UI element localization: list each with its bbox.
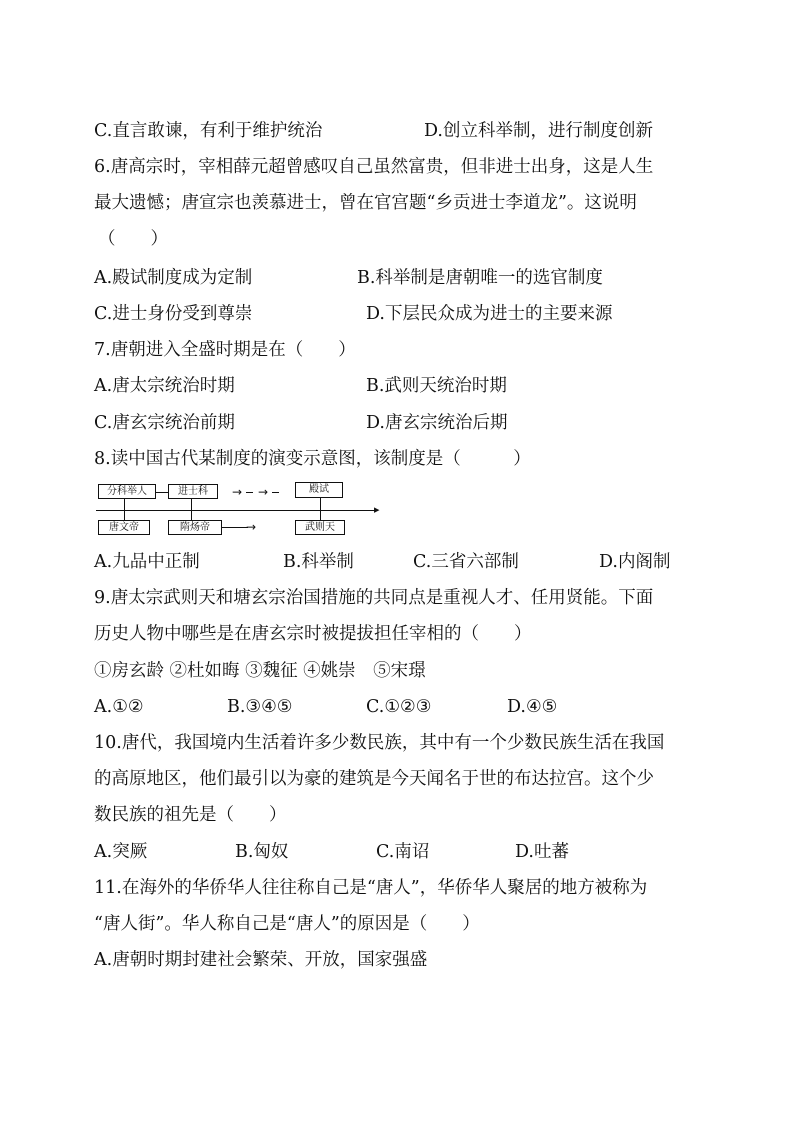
q5-option-d: D.创立科举制，进行制度创新 bbox=[424, 121, 653, 141]
q7-option-b: B.武则天统治时期 bbox=[366, 376, 507, 396]
diagram-arrow-1: → bbox=[232, 485, 243, 499]
q6-option-a: A.殿试制度成为定制 bbox=[94, 268, 253, 288]
q11-stem-line2: “唐人街”。华人称自己是“唐人”的原因是（ ） bbox=[94, 914, 480, 934]
q10-option-d: D.吐蕃 bbox=[515, 842, 569, 862]
q9-option-b: B.③④⑤ bbox=[227, 697, 293, 717]
q10-stem-line1: 10.唐代，我国境内生活着许多少数民族，其中有一个少数民族生活在我国 bbox=[94, 733, 665, 753]
q9-option-a: A.①② bbox=[94, 697, 144, 717]
q7-stem: 7.唐朝进入全盛时期是在（ ） bbox=[94, 340, 356, 360]
q10-stem-line2: 的高原地区，他们最引以为豪的建筑是今天闻名于世的布达拉宫。这个少 bbox=[94, 769, 654, 789]
system-evolution-diagram bbox=[94, 480, 394, 540]
q5-option-c: C.直言敢谏，有利于维护统治 bbox=[94, 121, 323, 141]
q8-option-c: C.三省六部制 bbox=[413, 552, 519, 572]
diagram-box-tang-wendi: 唐文帝 bbox=[98, 520, 150, 535]
q10-stem-line3: 数民族的祖先是（ ） bbox=[94, 805, 287, 825]
q9-stem-line2: 历史人物中哪些是在唐玄宗时被提拔担任宰相的（ ） bbox=[94, 624, 532, 644]
diagram-box-sui-yangdi: 隋炀帝 bbox=[168, 520, 222, 535]
q10-option-b: B.匈奴 bbox=[235, 842, 289, 862]
q8-option-d: D.内阁制 bbox=[599, 552, 671, 572]
q6-stem-line1: 6.唐高宗时，宰相薛元超曾感叹自己虽然富贵，但非进士出身，这是人生 bbox=[94, 157, 654, 177]
diagram-box-jinshi-ke: 进士科 bbox=[168, 484, 218, 499]
q10-option-a: A.突厥 bbox=[94, 842, 148, 862]
q6-option-d: D.下层民众成为进士的主要来源 bbox=[366, 304, 613, 324]
q8-option-a: A.九品中正制 bbox=[94, 552, 200, 572]
q11-option-a: A.唐朝时期封建社会繁荣、开放，国家强盛 bbox=[94, 950, 428, 970]
q6-option-c: C.进士身份受到尊崇 bbox=[94, 304, 253, 324]
diagram-box-wu-zetian: 武则天 bbox=[295, 520, 345, 535]
q9-stem-line1: 9.唐太宗武则天和塘玄宗治国措施的共同点是重视人才、任用贤能。下面 bbox=[94, 588, 654, 608]
q7-option-c: C.唐玄宗统治前期 bbox=[94, 413, 235, 433]
q7-option-a: A.唐太宗统治时期 bbox=[94, 376, 235, 396]
q6-option-b: B.科举制是唐朝唯一的选官制度 bbox=[357, 268, 603, 288]
q9-persons: ①房玄龄 ②杜如晦 ③魏征 ④姚崇 ⑤宋璟 bbox=[94, 661, 426, 681]
diagram-arrow-3: → bbox=[246, 520, 257, 534]
q8-option-b: B.科举制 bbox=[283, 552, 354, 572]
q6-stem-line2: 最大遗憾；唐宣宗也羡慕进士，曾在官宫题“乡贡进士李道龙”。这说明 bbox=[94, 193, 637, 213]
diagram-box-dianshi: 殿试 bbox=[295, 482, 343, 498]
diagram-box-fenke-juren: 分科举人 bbox=[98, 484, 156, 499]
q9-option-c: C.①②③ bbox=[366, 697, 432, 717]
q7-option-d: D.唐玄宗统治后期 bbox=[366, 413, 508, 433]
q8-stem: 8.读中国古代某制度的演变示意图，该制度是（ ） bbox=[94, 449, 531, 469]
q9-option-d: D.④⑤ bbox=[507, 697, 558, 717]
timeline-arrowhead: ▸ bbox=[374, 503, 380, 516]
q6-stem-line3: （ ） bbox=[98, 229, 168, 249]
q11-stem-line1: 11.在海外的华侨华人往往称自己是“唐人”，华侨华人聚居的地方被称为 bbox=[94, 878, 648, 898]
q10-option-c: C.南诏 bbox=[376, 842, 430, 862]
diagram-arrow-2: → bbox=[258, 485, 269, 499]
